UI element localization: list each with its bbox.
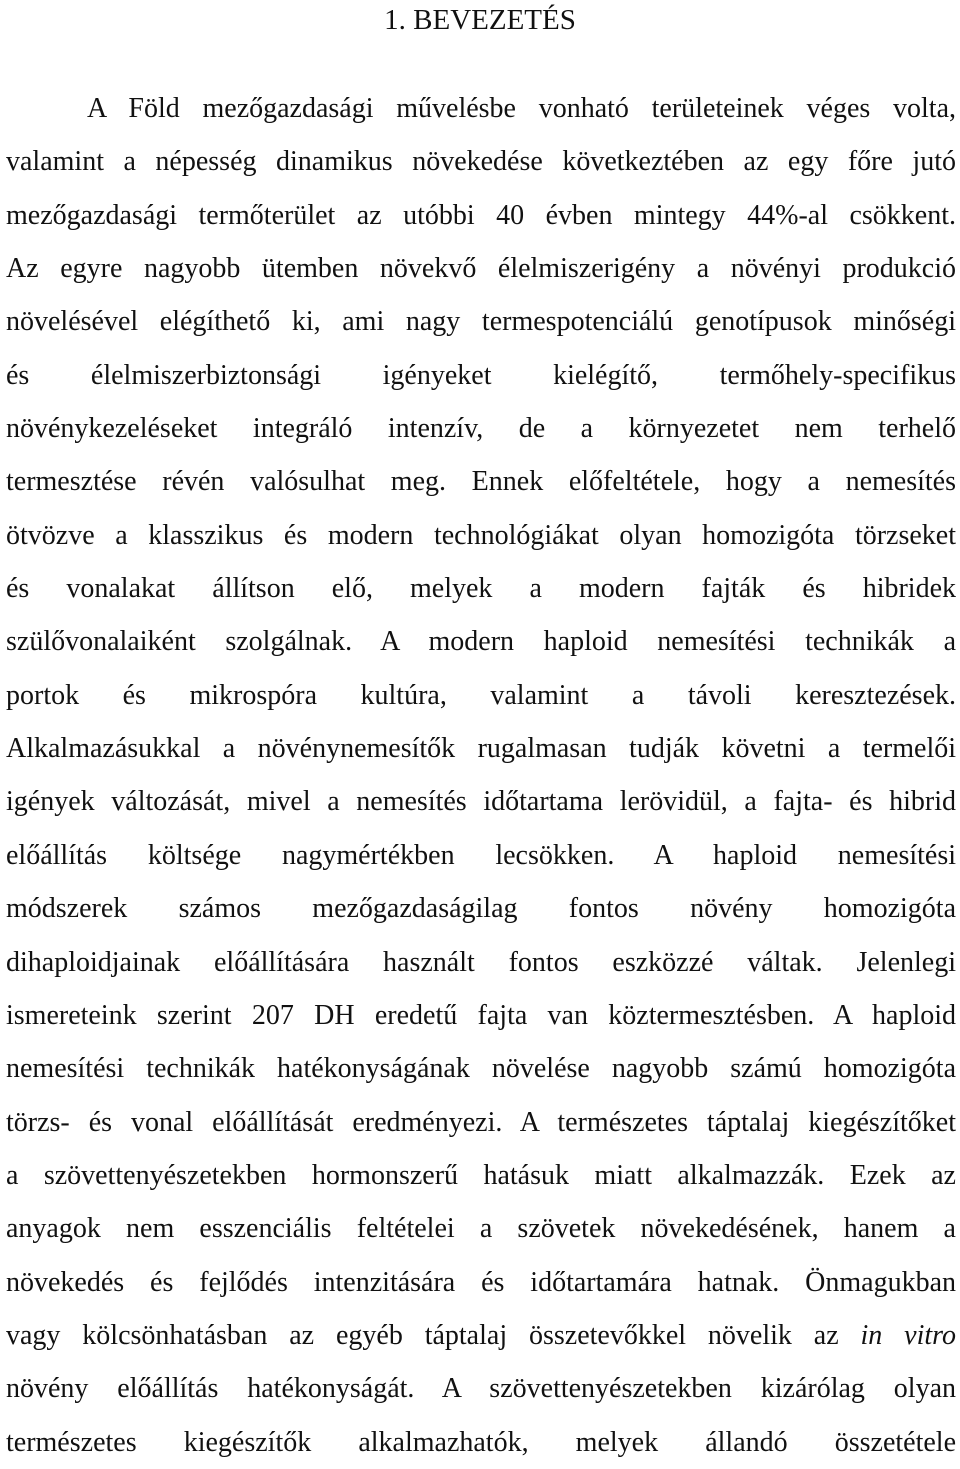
section-heading: 1. BEVEZETÉS (384, 4, 576, 36)
text-line: módszerek számos mezőgazdaságilag fontos növény homozigóta (6, 893, 956, 925)
text-line: növénykezeléseket integráló intenzív, de a környezetet nem terhelő (6, 413, 956, 445)
text-line: Alkalmazásukkal a növénynemesítők rugalmasan tudják követni a termelői (6, 733, 956, 765)
text-line: vagy kölcsönhatásban az egyéb táptalaj összetevőkkel növelik az in vitro (6, 1319, 956, 1351)
italic-term: in vitro (860, 1319, 956, 1351)
text-line: szülővonalaiként szolgálnak. A modern haploid nemesítési technikák a (6, 626, 956, 658)
text-line: dihaploidjainak előállítására használt fontos eszközzé váltak. Jelenlegi (6, 946, 956, 978)
text-line: természetes kiegészítők alkalmazhatók, melyek állandó összetétele (6, 1426, 956, 1458)
text-line: portok és mikrospóra kultúra, valamint a távoli keresztezések. (6, 679, 956, 711)
text-line: törzs- és vonal előállítását eredményezi. A természetes táptalaj kiegészítőket (6, 1106, 956, 1138)
text-line: nemesítési technikák hatékonyságának növelése nagyobb számú homozigóta (6, 1053, 956, 1085)
text-line: A Föld mezőgazdasági művelésbe vonható területeinek véges volta, (87, 93, 956, 124)
text-line: növelésével elégíthető ki, ami nagy termespotenciálú genotípusok minőségi (6, 306, 956, 338)
text-line: igények változását, mivel a nemesítés időtartama lerövidül, a fajta- és hibrid (6, 786, 956, 818)
text-line: ismereteink szerint 207 DH eredetű fajta van köztermesztésben. A haploid (6, 999, 956, 1031)
text-line: valamint a népesség dinamikus növekedése következtében az egy főre jutó (6, 146, 956, 178)
text-line: és élelmiszerbiztonsági igényeket kielégítő, termőhely-specifikus (6, 359, 956, 391)
text-line: mezőgazdasági termőterület az utóbbi 40 évben mintegy 44%-al csökkent. (6, 199, 956, 231)
text-line: Az egyre nagyobb ütemben növekvő élelmiszerigény a növényi produkció (6, 253, 956, 285)
body-paragraph (6, 82, 956, 1469)
text-line: növekedés és fejlődés intenzitására és időtartamára hatnak. Önmagukban (6, 1266, 956, 1298)
text-line: termesztése révén valósulhat meg. Ennek előfeltétele, hogy a nemesítés (6, 466, 956, 498)
text-line: anyagok nem esszenciális feltételei a szövetek növekedésének, hanem a (6, 1213, 956, 1245)
text-line: és vonalakat állítson elő, melyek a modern fajták és hibridek (6, 573, 956, 605)
text-line: a szövettenyészetekben hormonszerű hatásuk miatt alkalmazzák. Ezek az (6, 1159, 956, 1191)
text-line: előállítás költsége nagymértékben lecsökken. A haploid nemesítési (6, 839, 956, 871)
text-line: növény előállítás hatékonyságát. A szövettenyészetekben kizárólag olyan (6, 1373, 956, 1405)
text-line: ötvözve a klasszikus és modern technológiákat olyan homozigóta törzseket (6, 519, 956, 551)
